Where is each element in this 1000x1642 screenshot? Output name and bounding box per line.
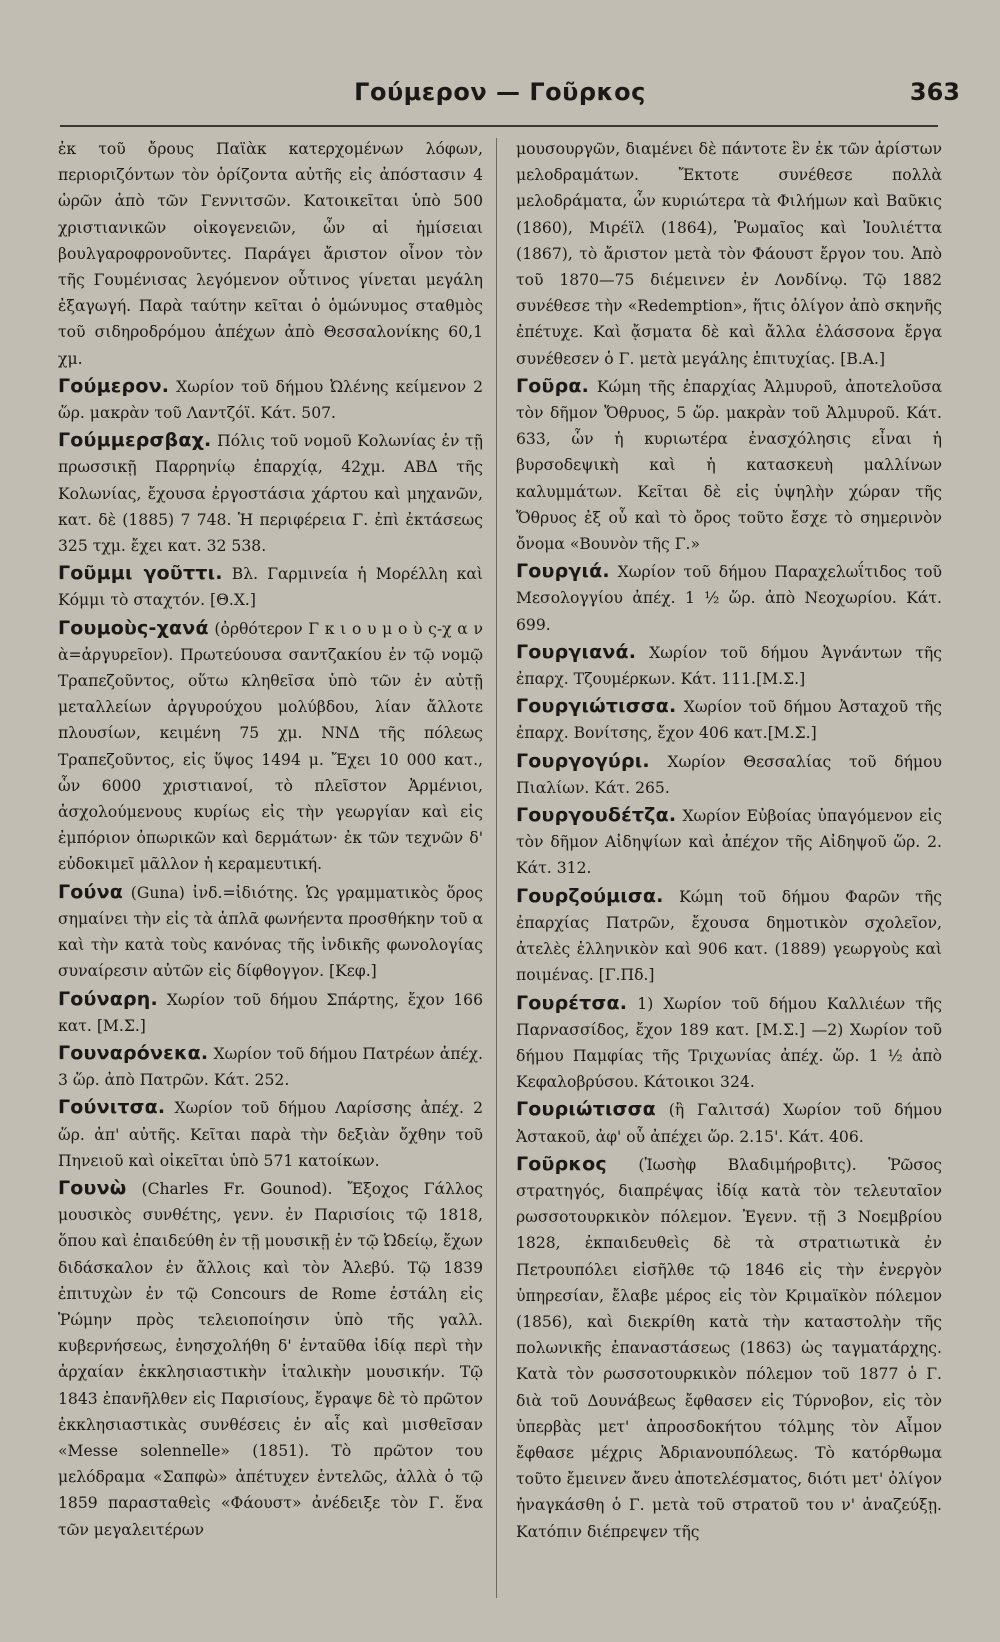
entry-text: Χωρίον τοῦ δήμου Ὠλένης κείμενον 2 ὥρ. μακρὰν τοῦ Λαντζόϊ. Κάτ. 507. xyxy=(58,377,483,423)
headword: Γοῦρκος xyxy=(516,1152,607,1175)
headword: Γουργογύρι. xyxy=(516,749,650,772)
entry xyxy=(58,879,483,985)
entry xyxy=(516,748,942,801)
headword: Γουναρόνεκα. xyxy=(58,1041,209,1064)
headword: Γουριώτισσα xyxy=(516,1098,656,1121)
page-header xyxy=(0,78,1000,118)
running-title: Γούμερον — Γοῦρκος xyxy=(354,78,646,106)
header-rule xyxy=(60,125,938,127)
headword: Γοῦμμι γοῦττι. xyxy=(58,562,223,585)
entry-text: Πόλις τοῦ νομοῦ Κολωνίας ἐν τῇ πρωσσικῇ Παρρηνίῳ ἐπαρχίᾳ, 42χμ. ΑΒΔ τῆς Κολωνίας, ἔχουσα ἐργοστάσια χάρτου καὶ μηχανῶν, κατ. δὲ (1885) 7 748. Ἡ περιφέρεια Γ. ἐπὶ ἐκτάσεως 325 τχμ. ἔχει κατ. 32 538. xyxy=(58,432,483,556)
entry xyxy=(516,135,942,372)
entry-text: ἐκ τοῦ ὄρους Παϊὰκ κατερχομένων λόφων, περιοριζόντων τὸν ὁρίζοντα αὐτῆς εἰς ἀπόστασιν 4 ὡρῶν ἀπὸ τῶν Γεννιτσῶν. Κατοικεῖται ὑπὸ 500 χριστιανικῶν οἰκογενειῶν, ὧν αἱ ἡμίσειαι βουλγαροφρονοῦντες. Παράγει ἄριστον οἶνον τὸν τῆς Γουμένισας λεγόμενον οὗτινος γίνεται μεγάλη ἐξαγωγή. Παρὰ ταύτην κεῖται ὁ ὁμώνυμος σταθμὸς τοῦ σιδηροδρόμου ἀπέχων ἀπὸ Θεσσαλονίκης 60,1 χμ. xyxy=(58,140,483,368)
headword: Γούνα xyxy=(58,880,123,903)
entry xyxy=(516,639,942,692)
headword: Γουμοὺς-χανά xyxy=(58,616,209,639)
entry xyxy=(58,560,483,613)
entry xyxy=(58,1040,483,1093)
entry-text: Κώμη τῆς ἐπαρχίας Ἀλμυροῦ, ἀποτελοῦσα τὸν δῆμον Ὄθρυος, 5 ὥρ. μακρὰν τοῦ Ἀλμυροῦ. Κάτ. 633, ὧν ἡ κυριωτέρα ἐνασχόλησις εἶναι ἡ βυρσοδεψικὴ καὶ ἡ κατασκευὴ μαλλίνων καλυμμάτων. Κεῖται δὲ εἰς ὑψηλὴν χώραν τῆς Ὄθρυος ἐξ οὗ καὶ τὸ ὄρος τοῦτο ἔσχε τὸ σημερινὸν ὄνομα «Βουνὸν τῆς Γ.» xyxy=(516,377,942,554)
entry xyxy=(516,990,942,1096)
entry-text: (Ἰωσὴφ Βλαδιμήροβιτς). Ῥῶσος στρατηγός, διαπρέψας ἰδίᾳ κατὰ τὸν τελευταῖον ρωσσοτουρκικὸν πόλεμον. Ἐγενν. τῇ 3 Νοεμβρίου 1828, ἐκπαιδευθεὶς δὲ τὰ στρατιωτικὰ ἐν Πετρουπόλει εἰσῆλθε τῷ 1846 εἰς τὴν ἐνεργὸν ὑπηρεσίαν, ἔλαβε μέρος εἰς τὸν Κριμαϊκὸν πόλεμον (1856), καὶ διεκρίθη κατὰ τὴν καταστολὴν τῆς πολωνικῆς ἐπαναστάσεως (1863) ὡς ταγματάρχης. Κατὰ τὸν ρωσσοτουρκικὸν πόλεμον τοῦ 1877 ὁ Γ. διὰ τοῦ Δουνάβεως ἔφθασεν εἰς Τύρνοβον, εἰς τὸν ὑπερβὰς μετ' ἀπροσδοκήτου τόλμης τὸν Αἷμον ἔφθασε μέχρις Ἀδριανουπόλεως. Τὸ κατόρθωμα τοῦτο ἔμεινεν ἄνευ ἀποτελέσματος, διότι μετ' ὀλίγον ἠναγκάσθη ὁ Γ. μετὰ τοῦ στρατοῦ του ν' ἀναζεύξῃ. Κατόπιν διέπρεψεν τῆς xyxy=(516,1155,942,1541)
headword: Γουνὼ xyxy=(58,1176,127,1199)
entry-text: (ὀρθότερον Γ κ ι ο υ μ ο ὺ ς-χ α ν ὰ=ἀργυρεῖον). Πρωτεύουσα σαντζακίου ἐν τῷ νομῷ Τραπεζοῦντος, οὕτω κληθεῖσα ὑπὸ τῶν ἐν αὐτῇ μεταλλείων ἀργυρούχου μολύβδου, λίαν ἄλλοτε πλουσίων, κειμένη 75 χμ. ΝΝΔ τῆς πόλεως Τραπεζοῦντος, εἰς ὕψος 1494 μ. Ἔχει 10 000 κατ., ὧν 6000 χριστιανοί, τὸ πλεῖστον Ἀρμένιοι, ἀσχολούμενους κυρίως εἰς τὴν γεωργίαν καὶ εἰς ἐμπόριον ὀπωρικῶν καὶ δερμάτων· ἐκ τῶν τεχνῶν δ' εὐδοκιμεῖ μᾶλλον ἡ κεραμευτική. xyxy=(58,619,483,874)
entry-text: Κώμη τοῦ δήμου Φαρῶν τῆς ἐπαρχίας Πατρῶν, ἔχουσα δημοτικὸν σχολεῖον, ἀτελὲς ἑλληνικὸν καὶ 906 κατ. (1889) γεωργοὺς καὶ ποιμένας. [Γ.Πδ.] xyxy=(516,887,942,985)
entry-text: (Guna) ἰνδ.=ἰδιότης. Ὡς γραμματικὸς ὅρος σημαίνει τὴν εἰς τὰ ἁπλᾶ φωνήεντα προσθήκην τοῦ α καὶ τὴν κατὰ τοὺς κανόνας τῆς ἰνδικῆς φωνολογίας συναίρεσιν αὐτῶν εἰς δίφθογγον. [Κεφ.] xyxy=(58,883,483,981)
headword: Γουργουδέτζα. xyxy=(516,804,677,827)
entry xyxy=(516,373,942,557)
headword: Γουργιώτισσα. xyxy=(516,695,677,718)
entry xyxy=(58,986,483,1039)
entry xyxy=(58,135,483,372)
entry xyxy=(58,373,483,426)
left-column xyxy=(58,135,483,1544)
entry-text: μουσουργῶν, διαμένει δὲ πάντοτε ἓν ἐκ τῶν ἀρίστων μελοδραμάτων. Ἔκτοτε συνέθεσε πολλὰ μελοδράματα, ὧν κυριώτερα τὰ Φιλήμων καὶ Βαῦκις (1860), Μιρέϊλ (1864), Ῥωμαῖος καὶ Ἰουλιέττα (1867), τὸ ἄριστον μετὰ τὸν Φάουστ ἔργον του. Ἀπὸ τοῦ 1870—75 διέμεινεν ἐν Λονδίνῳ. Τῷ 1882 συνέθεσε τὴν «Redemption», ἥτις ὀλίγον ἀπὸ σκηνῆς ἐπέτυχε. Καὶ ᾄσματα δὲ καὶ ἄλλα ἐλάσσονα ἔργα συνέθεσεν ὁ Γ. μετὰ μεγάλης ἐπιτυχίας. [Β.Α.] xyxy=(516,140,942,368)
entry-text: Χωρίον τοῦ δήμου Πατρέων ἀπέχ. 3 ὥρ. ἀπὸ Πατρῶν. Κάτ. 252. xyxy=(58,1044,483,1090)
entry-text: Χωρίον Θεσσαλίας τοῦ δήμου Πιαλίων. Κάτ. 265. xyxy=(516,752,942,797)
headword: Γούναρη. xyxy=(58,987,158,1010)
right-column xyxy=(516,135,942,1546)
headword: Γούμμερσβαχ. xyxy=(58,429,212,452)
entry-text: Χωρίον τοῦ δήμου Παραχελωΐτιδος τοῦ Μεσολογγίου ἀπέχ. 1 ½ ὥρ. ἀπὸ Νεοχωρίου. Κάτ. 699. xyxy=(516,563,942,634)
entry xyxy=(516,558,942,638)
entry-text: Χωρίον Εὐβοίας ὑπαγόμενον εἰς τὸν δῆμον Αἰδηψίων καὶ ἀπέχον τῆς Αἰδηψοῦ ὥρ. 2. Κάτ. 312. xyxy=(516,807,942,878)
entry xyxy=(516,693,942,746)
entry-text: Βλ. Γαρμινεία ἡ Μορέλλη καὶ Κόμμι τὸ σταχτόν. [Θ.Χ.] xyxy=(58,565,483,610)
entry xyxy=(58,1094,483,1174)
headword: Γούμερον. xyxy=(58,374,170,397)
headword: Γούνιτσα. xyxy=(58,1096,166,1119)
entry xyxy=(516,1096,942,1149)
entry-text: (ἢ Γαλιτσά) Χωρίον τοῦ δήμου Ἀστακοῦ, ἀφ' οὗ ἀπέχει ὥρ. 2.15'. Κάτ. 406. xyxy=(516,1101,942,1146)
entry-text: 1) Χωρίον τοῦ δήμου Καλλιέων τῆς Παρνασσίδος, ἔχον 189 κατ. [Μ.Σ.] —2) Χωρίον τοῦ δήμου Παμφίας τῆς Τριχωνίας ἀπέχ. ὥρ. 1 ½ ἀπὸ Κεφαλοβρύσου. Κάτοικοι 324. xyxy=(516,994,942,1092)
headword: Γουρζούμισα. xyxy=(516,884,664,907)
headword: Γουργιανά. xyxy=(516,640,637,663)
entry-text: Χωρίον τοῦ δήμου Σπάρτης, ἔχον 166 κατ. [Μ.Σ.] xyxy=(58,990,483,1035)
entry-text: Χωρίον τοῦ δήμου Ἀσταχοῦ τῆς ἐπαρχ. Βονίτσης, ἔχον 406 κατ.[Μ.Σ.] xyxy=(516,698,942,743)
headword: Γοῦρα. xyxy=(516,374,590,397)
headword: Γουργιά. xyxy=(516,560,610,583)
entry xyxy=(516,1151,942,1545)
page-number: 363 xyxy=(909,78,960,106)
headword: Γουρέτσα. xyxy=(516,991,628,1014)
entry xyxy=(516,802,942,882)
entry xyxy=(58,427,483,559)
entry-text: Χωρίον τοῦ δήμου Λαρίσσης ἀπέχ. 2 ὥρ. ἀπ' αὐτῆς. Κεῖται παρὰ τὴν δεξιὰν ὄχθην τοῦ Πηνειοῦ καὶ οἰκεῖται ὑπὸ 571 κατοίκων. xyxy=(58,1099,483,1170)
entry xyxy=(58,1175,483,1543)
entry xyxy=(516,883,942,989)
entry-text: (Charles Fr. Gounod). Ἔξοχος Γάλλος μουσικὸς συνθέτης, γενν. ἐν Παρισίοις τῷ 1818, ὅπου καὶ ἐπαιδεύθη ἐν τῇ μουσικῇ ἐν τῷ Ὠδείῳ, ἔχων διδάσκαλον ἐν ἄλλοις καὶ τὸν Ἀλεβύ. Τῷ 1839 ἐπιτυχὼν ἐν τῷ Concours de Rome ἐστάλη εἰς Ῥώμην πρὸς τελειοποίησιν ὑπὸ τῆς γαλλ. κυβερνήσεως, ἐνησχολήθη δ' ἐνταῦθα ἰδίᾳ περὶ τὴν ἀρχαίαν ἐκκλησιαστικὴν ἰταλικὴν μουσικήν. Τῷ 1843 ἐπανῆλθεν εἰς Παρισίους, ἔγραψε δὲ τὸ πρῶτον ἐκκλησιαστικὰς συνθέσεις ἐν αἷς καὶ μισθεῖσαν «Messe solennelle» (1851). Τὸ πρῶτον του μελόδραμα «Σαπφὼ» ἀπέτυχεν ἐντελῶς, ἀλλὰ ὁ τῷ 1859 παρασταθεὶς «Φάουστ» ἀνέδειξε τὸν Γ. ἕνα τῶν μεγαλειτέρων xyxy=(58,1179,483,1539)
entry xyxy=(58,615,483,878)
column-divider xyxy=(496,138,497,1598)
entry-text: Χωρίον τοῦ δήμου Ἀγνάντων τῆς ἐπαρχ. Τζουμέρκων. Κάτ. 111.[Μ.Σ.] xyxy=(516,643,942,689)
